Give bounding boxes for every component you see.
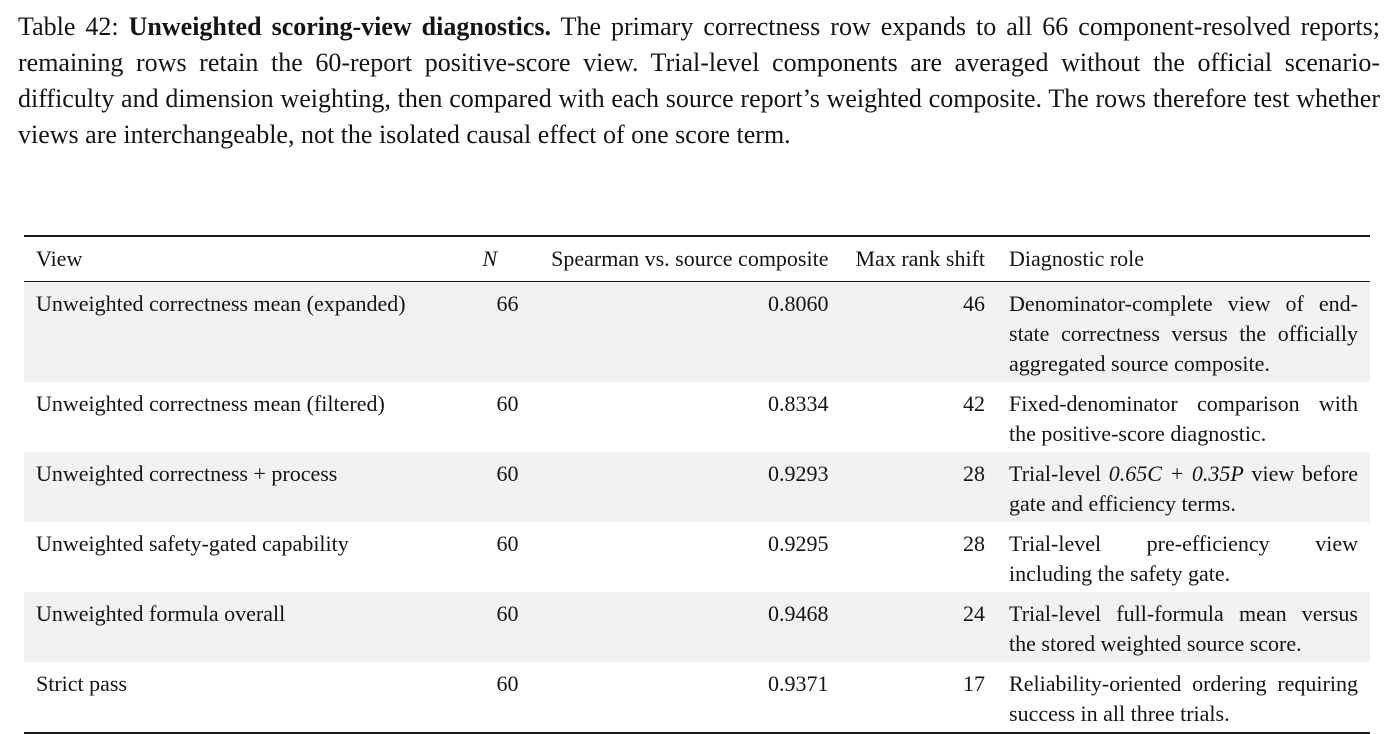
cell-spearman: 0.9293 bbox=[767, 461, 829, 486]
header-n: N bbox=[482, 246, 498, 271]
role-formula: 0.65C + 0.35P bbox=[1108, 461, 1244, 486]
caption-title: Unweighted scoring-view diagnostics. bbox=[128, 12, 551, 41]
table-row bbox=[24, 282, 1370, 383]
header-diagnostic-role: Diagnostic role bbox=[1009, 246, 1145, 271]
header-row bbox=[24, 236, 1370, 282]
cell-spearman: 0.8334 bbox=[767, 391, 829, 416]
header-view: View bbox=[36, 246, 83, 271]
diagnostics-table-container bbox=[24, 235, 1370, 734]
cell-view: Unweighted correctness mean (filtered) bbox=[36, 391, 385, 416]
table-row bbox=[24, 522, 1370, 592]
cell-view: Unweighted formula overall bbox=[36, 601, 286, 626]
cell-spearman: 0.9295 bbox=[767, 531, 829, 556]
cell-n: 60 bbox=[496, 531, 519, 556]
diagnostics-table bbox=[24, 235, 1370, 734]
cell-spearman: 0.9468 bbox=[767, 601, 829, 626]
cell-max-rank-shift: 46 bbox=[963, 291, 986, 316]
caption-label: Table 42: bbox=[18, 12, 119, 41]
cell-max-rank-shift: 17 bbox=[963, 671, 986, 696]
cell-n: 60 bbox=[496, 391, 519, 416]
table-row bbox=[24, 382, 1370, 452]
cell-n: 60 bbox=[496, 601, 519, 626]
cell-spearman: 0.9371 bbox=[767, 671, 829, 696]
cell-max-rank-shift: 28 bbox=[963, 531, 986, 556]
cell-n: 66 bbox=[496, 291, 519, 316]
table-caption bbox=[18, 9, 1380, 153]
table-row bbox=[24, 452, 1370, 522]
header-spearman: Spearman vs. source composite bbox=[551, 246, 829, 271]
cell-view: Strict pass bbox=[36, 671, 128, 696]
cell-n: 60 bbox=[496, 671, 519, 696]
cell-view: Unweighted correctness mean (expanded) bbox=[36, 291, 406, 316]
cell-diagnostic-role: Denominator-complete view of end-state correctness versus the officially aggregated source composite. bbox=[1009, 291, 1358, 376]
cell-max-rank-shift: 28 bbox=[963, 461, 986, 486]
role-text-before: Trial-level bbox=[1009, 461, 1102, 486]
cell-view: Unweighted safety-gated capability bbox=[36, 531, 349, 556]
role-text-after: view before gate and efficiency terms. bbox=[1009, 461, 1359, 516]
header-max-rank-shift: Max rank shift bbox=[855, 246, 986, 271]
table-row bbox=[24, 662, 1370, 733]
table-row bbox=[24, 592, 1370, 662]
cell-view: Unweighted correctness + process bbox=[36, 461, 338, 486]
cell-spearman: 0.8060 bbox=[767, 291, 829, 316]
cell-n: 60 bbox=[496, 461, 519, 486]
caption-text: The primary correctness row expands to all 66 component-resolved reports; remaining rows retain the 60-report positive-score view. Trial-level components are averaged without the official scenario-difficulty and dimension weighting, then compared with each source report’s weighted composite. The rows therefore test whether views are interchangeable, not the isolated causal effect of one score term. bbox=[18, 12, 1381, 149]
cell-max-rank-shift: 42 bbox=[963, 391, 986, 416]
cell-max-rank-shift: 24 bbox=[963, 601, 986, 626]
cell-diagnostic-role: Fixed-denominator comparison with the positive-score diagnostic. bbox=[1009, 391, 1358, 446]
cell-diagnostic-role: Trial-level pre-efficiency view including the safety gate. bbox=[1009, 531, 1358, 586]
table-header bbox=[24, 236, 1370, 282]
cell-diagnostic-role: Reliability-oriented ordering requiring success in all three trials. bbox=[1009, 671, 1358, 726]
cell-diagnostic-role: Trial-level full-formula mean versus the stored weighted source score. bbox=[1009, 601, 1358, 656]
table-body bbox=[24, 282, 1370, 734]
cell-diagnostic-role bbox=[997, 452, 1370, 522]
